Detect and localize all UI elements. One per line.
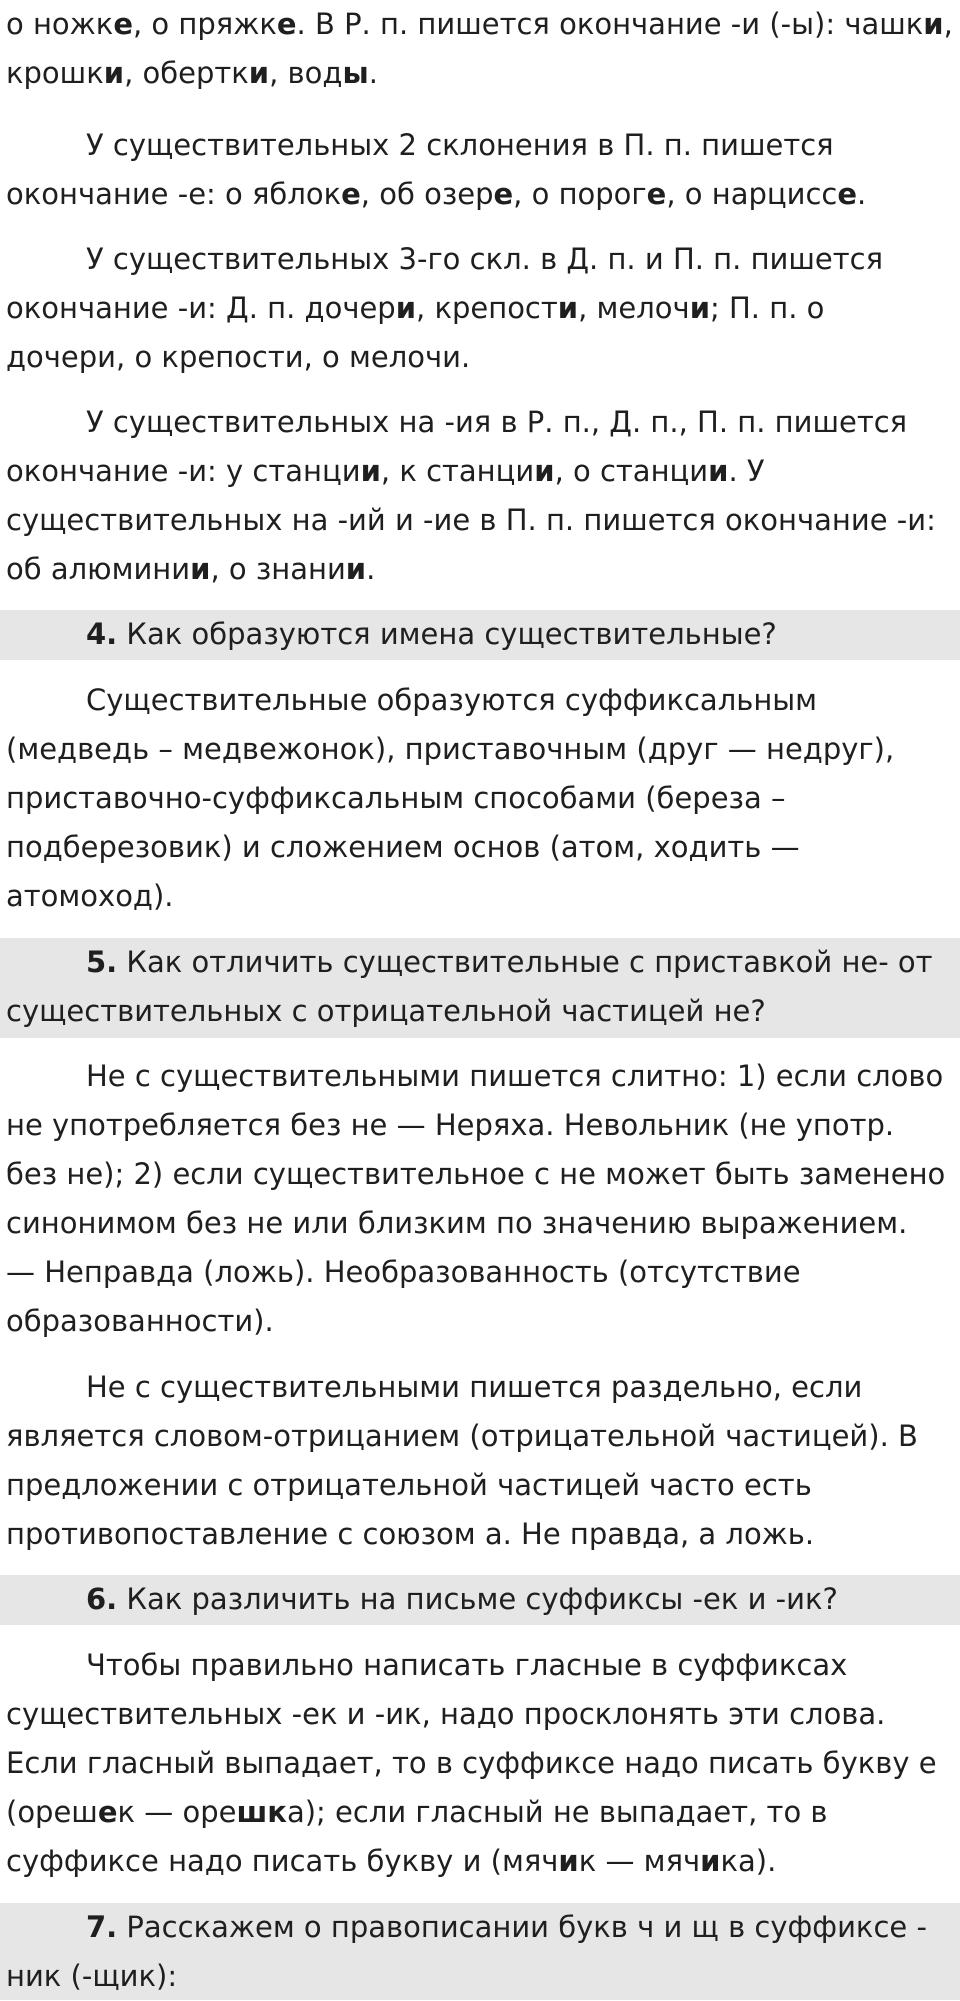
paragraph	[0, 1641, 960, 1886]
text-fragment: окончание -е: о яблок	[6, 177, 342, 211]
text-fragment: У существительных на -ия в Р. п., Д. п., П. п. пишется	[86, 405, 908, 439]
bold-fragment: и	[248, 56, 270, 90]
text-fragment: противопоставление с союзом а. Не правда, а ложь.	[6, 1517, 815, 1551]
text-line	[6, 121, 952, 170]
text-line	[6, 1837, 952, 1886]
text-line	[6, 725, 952, 774]
text-fragment: , крепост	[416, 291, 558, 325]
bold-fragment: 5.	[86, 945, 118, 979]
bold-fragment: и	[923, 7, 944, 41]
paragraph	[0, 676, 960, 921]
text-fragment: окончание -и: Д. п. дочер	[6, 291, 396, 325]
text-fragment: . У	[728, 454, 765, 488]
text-fragment: образованности).	[6, 1304, 274, 1338]
bold-fragment: 7.	[86, 1910, 118, 1944]
paragraph	[0, 0, 960, 98]
text-fragment: У существительных 2 склонения в П. п. пишется	[86, 128, 834, 162]
text-fragment: крошк	[6, 56, 104, 90]
text-fragment: об алюмини	[6, 552, 191, 586]
text-fragment: окончание -и: у станци	[6, 454, 361, 488]
text-fragment: , к станци	[380, 454, 535, 488]
text-fragment: Как различить на письме суффиксы -ек и -ик?	[117, 1582, 838, 1616]
text-line	[6, 1248, 952, 1297]
text-line	[6, 1101, 952, 1150]
text-fragment: .	[857, 177, 867, 211]
text-line	[6, 1150, 952, 1199]
text-fragment: Чтобы правильно написать гласные в суффиксах	[86, 1648, 848, 1682]
text-line	[6, 872, 952, 921]
text-line	[6, 676, 952, 725]
text-line	[6, 447, 952, 496]
text-fragment: суффиксе надо писать букву и (мяч	[6, 1844, 559, 1878]
text-fragment: . В Р. п. пишется окончание -и (-ы): чашк	[296, 7, 924, 41]
bold-fragment: е	[276, 7, 297, 41]
text-fragment: синонимом без не или близким по значению выражением.	[6, 1206, 908, 1240]
text-fragment: Существительные образуются суффиксальным	[86, 683, 818, 717]
text-fragment: существительных на -ий и -ие в П. п. пишется окончание -и:	[6, 503, 936, 537]
bold-fragment: и	[700, 1844, 721, 1878]
text-fragment: (ореш	[6, 1795, 98, 1829]
text-fragment: ка).	[720, 1844, 777, 1878]
text-fragment: ник (-щик):	[6, 1959, 178, 1993]
text-fragment: .	[366, 552, 376, 586]
text-line	[6, 774, 952, 823]
text-line	[6, 170, 952, 219]
text-fragment: предложении с отрицательной частицей часто есть	[6, 1468, 812, 1502]
text-line	[6, 1690, 952, 1739]
text-fragment: без не); 2) если существительное с не может быть заменено	[6, 1157, 946, 1191]
text-line	[6, 1412, 952, 1461]
bold-fragment: ы	[342, 56, 369, 90]
text-fragment: , о знани	[210, 552, 346, 586]
text-line	[6, 1052, 952, 1101]
text-line	[6, 1461, 952, 1510]
bold-fragment: шк	[236, 1795, 287, 1829]
bold-fragment: и	[534, 454, 555, 488]
bold-fragment: е	[97, 1795, 118, 1829]
question-heading	[0, 938, 960, 1038]
paragraph	[0, 235, 960, 382]
text-fragment: а); если гласный не выпадает, то в	[286, 1795, 828, 1829]
text-line	[6, 1510, 952, 1559]
text-fragment: Не с существительными пишется раздельно, если	[86, 1370, 863, 1404]
text-line	[6, 1575, 952, 1624]
bold-fragment: 6.	[86, 1582, 118, 1616]
text-line	[6, 49, 952, 98]
bold-fragment: и	[103, 56, 125, 90]
text-fragment: является словом-отрицанием (отрицательной частицей). В	[6, 1419, 918, 1453]
bold-fragment: и	[360, 454, 381, 488]
text-fragment: , о порог	[513, 177, 647, 211]
text-line	[6, 0, 952, 49]
text-fragment: существительных -ек и -ик, надо просклонять эти слова.	[6, 1697, 886, 1731]
text-fragment: дочери, о крепости, о мелочи.	[6, 340, 471, 374]
question-heading	[0, 1903, 960, 2000]
text-line	[6, 1952, 952, 2001]
text-fragment: к — мяч	[578, 1844, 701, 1878]
text-line	[6, 1739, 952, 1788]
text-fragment: , о нарцисс	[666, 177, 838, 211]
bold-fragment: е	[493, 177, 514, 211]
text-fragment: — Неправда (ложь). Необразованность (отсутствие	[6, 1255, 801, 1289]
text-fragment: , об озер	[360, 177, 494, 211]
bold-fragment: и	[345, 552, 367, 586]
bold-fragment: е	[646, 177, 667, 211]
text-fragment: ,	[943, 7, 953, 41]
text-fragment: Как отличить существительные с приставкой не- от	[117, 945, 933, 979]
bold-fragment: и	[395, 291, 417, 325]
text-fragment: Не с существительными пишется слитно: 1) если слово	[86, 1059, 944, 1093]
text-fragment: существительных с отрицательной частицей не?	[6, 994, 766, 1028]
text-line	[6, 1363, 952, 1412]
text-fragment: подберезовик) и сложением основ (атом, ходить —	[6, 830, 800, 864]
bold-fragment: е	[341, 177, 361, 211]
text-line	[6, 938, 952, 987]
bold-fragment: и	[557, 291, 579, 325]
bold-fragment: и	[558, 1844, 579, 1878]
paragraph	[0, 1363, 960, 1559]
text-fragment: ; П. п. о	[710, 291, 825, 325]
text-line	[6, 610, 952, 659]
bold-fragment: е	[837, 177, 858, 211]
text-fragment: , обертк	[124, 56, 249, 90]
paragraph	[0, 121, 960, 219]
text-line	[6, 1297, 952, 1346]
text-fragment: Как образуются имена существительные?	[117, 617, 777, 651]
bold-fragment: и	[689, 291, 711, 325]
text-line	[6, 823, 952, 872]
paragraph	[0, 1052, 960, 1346]
bold-fragment: и	[190, 552, 211, 586]
text-fragment: , вод	[269, 56, 343, 90]
text-line	[6, 284, 952, 333]
text-fragment: Если гласный выпадает, то в суффиксе надо писать букву е	[6, 1746, 937, 1780]
text-fragment: атомоход).	[6, 879, 174, 913]
question-heading	[0, 610, 960, 660]
text-fragment: , о станци	[554, 454, 709, 488]
text-line	[6, 496, 952, 545]
text-line	[6, 545, 952, 594]
text-line	[6, 987, 952, 1036]
text-line	[6, 398, 952, 447]
text-fragment: .	[368, 56, 378, 90]
text-fragment: (медведь – медвежонок), приставочным (друг — недруг),	[6, 732, 895, 766]
text-fragment: о ножк	[6, 7, 114, 41]
text-fragment: , о пряжк	[132, 7, 277, 41]
text-line	[6, 235, 952, 284]
bold-fragment: 4.	[86, 617, 118, 651]
text-line	[6, 1641, 952, 1690]
text-line	[6, 1199, 952, 1248]
text-fragment: приставочно-суффиксальным способами (береза –	[6, 781, 786, 815]
question-heading	[0, 1575, 960, 1625]
text-fragment: , мелоч	[578, 291, 690, 325]
text-fragment: не употребляется без не — Неряха. Невольник (не употр.	[6, 1108, 895, 1142]
bold-fragment: и	[708, 454, 729, 488]
bold-fragment: е	[113, 7, 133, 41]
text-line	[6, 333, 952, 382]
text-fragment: У существительных 3-го скл. в Д. п. и П. п. пишется	[86, 242, 884, 276]
text-line	[6, 1903, 952, 1952]
text-fragment: Расскажем о правописании букв ч и щ в суффиксе -	[117, 1910, 927, 1944]
text-line	[6, 1788, 952, 1837]
paragraph	[0, 398, 960, 594]
text-fragment: к — оре	[117, 1795, 237, 1829]
